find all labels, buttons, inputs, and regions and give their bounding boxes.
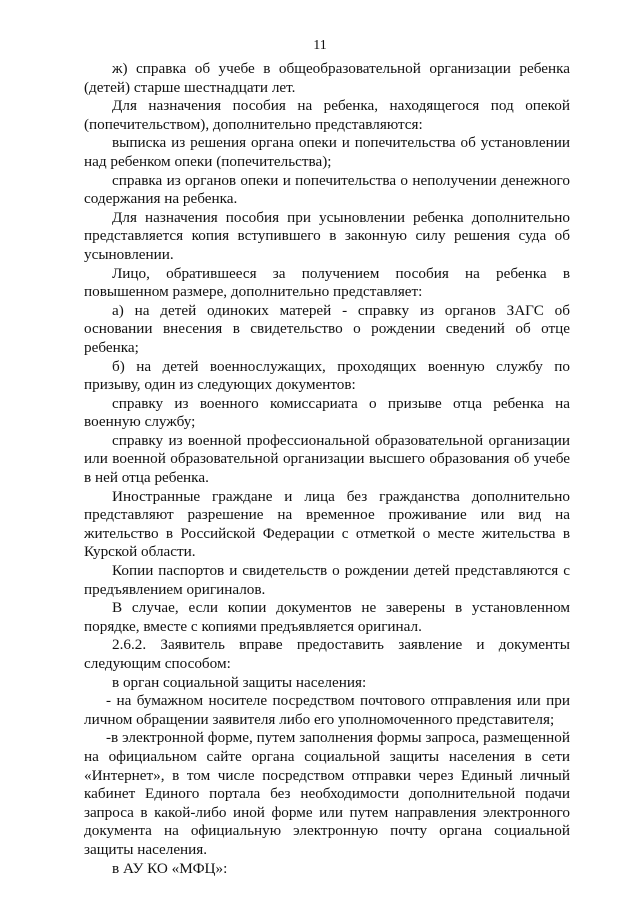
paragraph: выписка из решения органа опеки и попечительства об установлении над ребенком опеки (попечительства); <box>84 134 570 170</box>
paragraph: б) на детей военнослужащих, проходящих военную службу по призыву, один из следующих документов: <box>84 357 570 394</box>
paragraph: справку из военной профессиональной образовательной организации или военной образовательной организации высшего образования об учебе в ней отца ребенка. <box>84 431 570 487</box>
paragraph: ж) справка об учебе в общеобразовательной организации ребенка (детей) старше шестнадцати лет. <box>84 60 570 96</box>
paragraph: Для назначения пособия на ребенка, находящегося под опекой (попечительством), дополнительно представляются: <box>84 97 570 133</box>
list-item: -в электронной форме, путем заполнения формы запроса, размещенной на официальном сайте органа социальной защиты населения в сети «Интернет», в том числе посредством отправки через Единый личный кабинет Единого портала без необходимости дополнительной подачи запроса в какой-либо иной форме или путем направления электронного документа на официальную электронную почту органа социальной защиты населения. <box>84 729 570 858</box>
paragraph: В случае, если копии документов не заверены в установленном порядке, вместе с копиями предъявляется оригинал. <box>84 599 570 635</box>
document-body <box>84 60 570 878</box>
paragraph: справку из военного комиссариата о призыве отца ребенка на военную службу; <box>84 394 570 431</box>
paragraph: а) на детей одиноких матерей - справку из органов ЗАГС об основании внесения в свидетельство о рождении сведений об отце ребенка; <box>84 301 570 356</box>
list-item: - на бумажном носителе посредством почтового отправления или при личном обращении заявителя либо его уполномоченного представителя; <box>84 692 570 728</box>
paragraph: справка из органов опеки и попечительства о неполучении денежного содержания на ребенка. <box>84 171 570 208</box>
paragraph: Для назначения пособия при усыновлении ребенка дополнительно представляется копия вступившего в законную силу решения суда об усыновлении. <box>84 208 570 263</box>
paragraph: в орган социальной защиты населения: <box>112 673 367 691</box>
paragraph: Лицо, обратившееся за получением пособия на ребенка в повышенном размере, дополнительно представляет: <box>84 264 570 301</box>
section-paragraph: 2.6.2. Заявитель вправе предоставить заявление и документы следующим способом: <box>84 636 570 672</box>
paragraph: в АУ КО «МФЦ»: <box>112 859 228 877</box>
paragraph: Копии паспортов и свидетельств о рождении детей представляются с предъявлением оригиналов. <box>84 562 570 598</box>
paragraph: Иностранные граждане и лица без гражданства дополнительно представляют разрешение на временное проживание или вид на жительство в Российской Федерации с отметкой о месте жительства в Курской области. <box>84 487 570 561</box>
page-number: 11 <box>313 38 327 53</box>
